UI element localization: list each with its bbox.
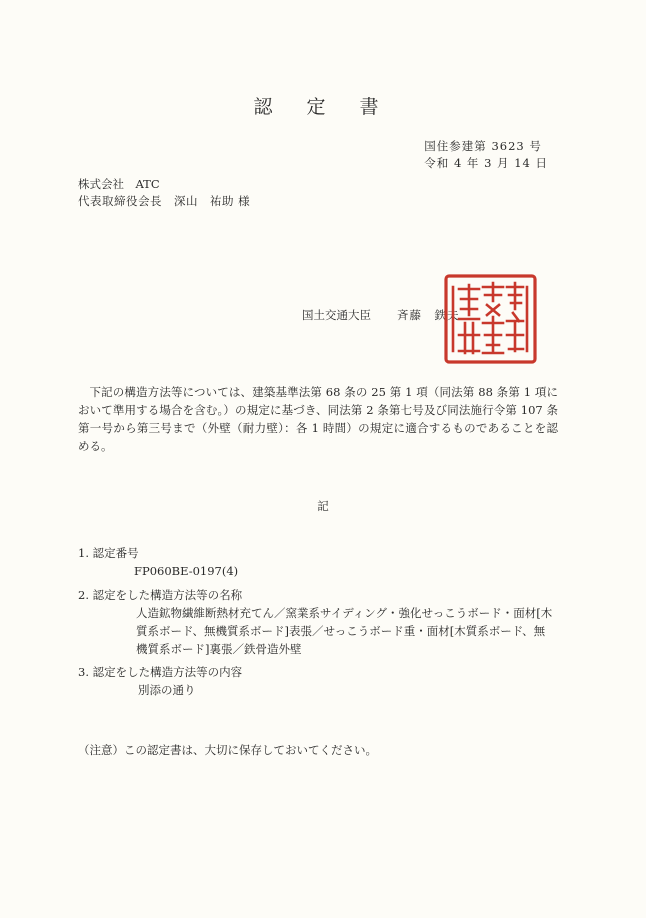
item-3-heading: 3. 認定をした構造方法等の内容 [78, 665, 243, 679]
item-2-value: 人造鉱物繊維断熱材充てん／窯業系サイディング・強化せっこうボード・面材[木質系ボード、無機質系ボード]表張／せっこうボード重・面材[木質系ボード、無機質系ボード]裏張／鉄骨造外壁 [136, 606, 553, 656]
recipient-name: 代表取締役会長 深山 祐助 様 [78, 194, 251, 208]
item-1-heading: 1. 認定番号 [78, 546, 139, 560]
item-1-value: FP060BE-0197(4) [134, 564, 239, 578]
body-paragraph: 下記の構造方法等については、建築基準法第 68 条の 25 第 1 項（同法第 88 条第 1 項において準用する場合を含む。）の規定に基づき、同法第 2 条第七号及び同法施行令第 107 条第一号から第三号まで（外壁（耐力壁）：各 1 時間）の規定に適合するものであることを認める。 [78, 385, 558, 453]
issuer-line [302, 307, 460, 323]
document-title: 認 定 書 [253, 96, 393, 118]
item-3-value: 別添の通り [138, 683, 196, 697]
notice-text: （注意）この認定書は、大切に保存しておいてください。 [78, 743, 377, 757]
ki-heading: 記 [317, 499, 329, 513]
item-2-heading: 2. 認定をした構造方法等の名称 [78, 588, 243, 602]
recipient-block [78, 176, 250, 210]
certificate-number-block [424, 138, 548, 172]
certificate-date: 令和 4 年 3 月 14 日 [424, 156, 548, 170]
recipient-company: 株式会社 ATC [78, 177, 160, 191]
official-seal-icon [443, 273, 538, 365]
certificate-number: 国住参建第 3623 号 [424, 139, 542, 153]
minister-title: 国土交通大臣 [302, 308, 371, 322]
minister-name: 斉藤 鉄夫 [397, 308, 460, 322]
